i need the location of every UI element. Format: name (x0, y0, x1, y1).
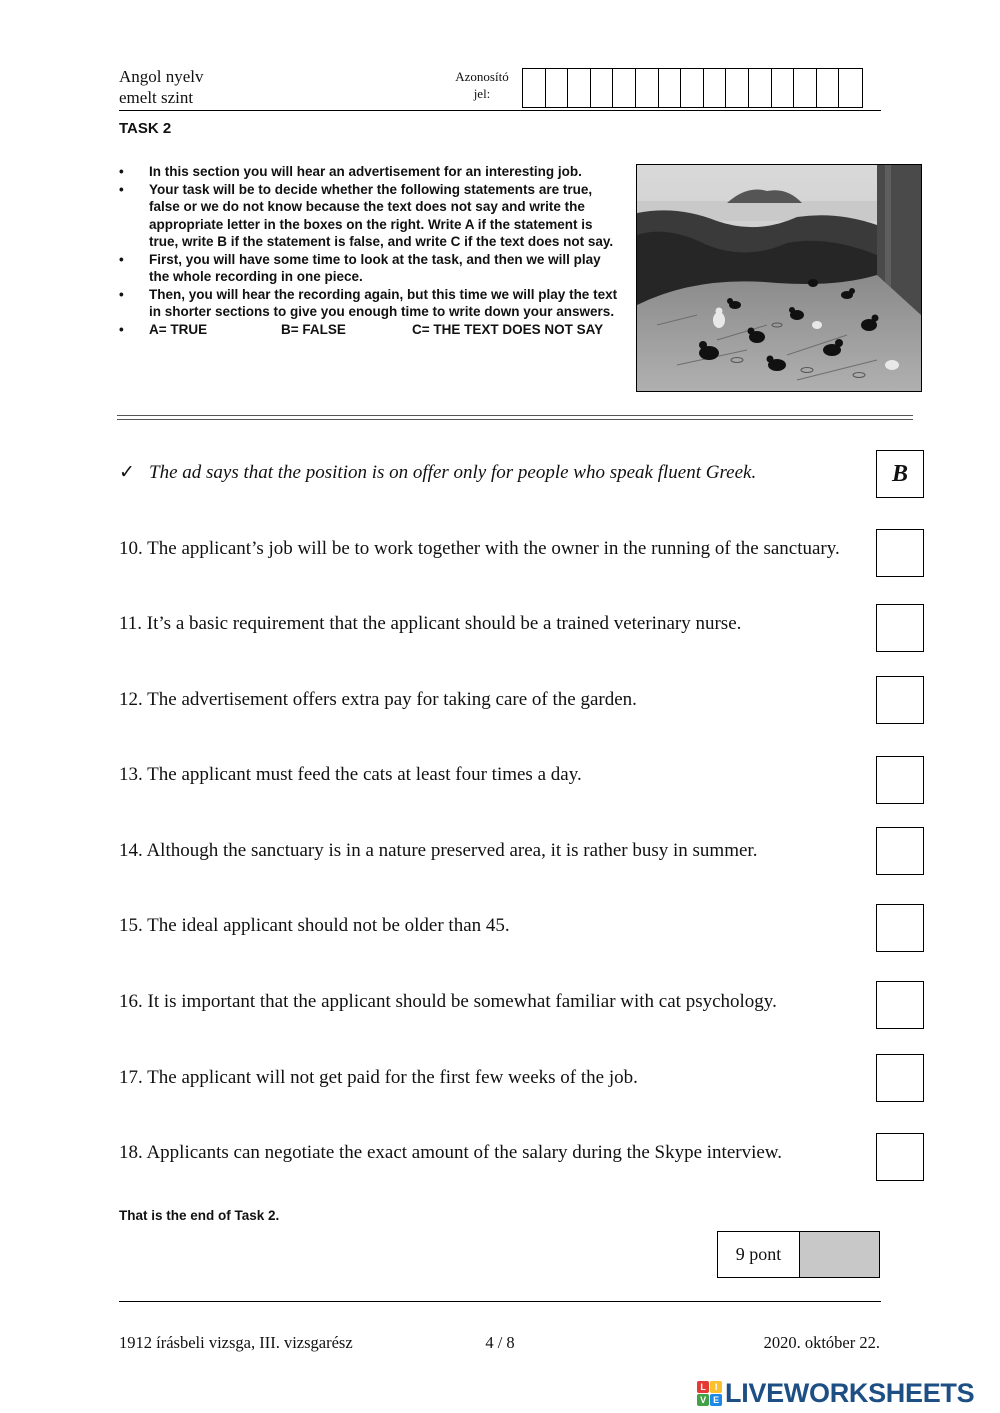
id-cell[interactable] (568, 69, 591, 107)
liveworksheets-logo[interactable] (697, 1378, 974, 1409)
footer-exam-info: 1912 írásbeli vizsga, III. vizsgarész (119, 1333, 353, 1352)
points-box (717, 1231, 880, 1278)
brand-name: LIVEWORKSHEETS (725, 1378, 975, 1408)
answer-box-13[interactable] (876, 756, 924, 804)
statement-15: 15. The ideal applicant should not be older than 45. (119, 915, 510, 936)
statement-16: 16. It is important that the applicant should be somewhat familiar with cat psychology. (119, 991, 777, 1012)
id-cell[interactable] (659, 69, 682, 107)
id-cell[interactable] (613, 69, 636, 107)
instruction-item: • Then, you will hear the recording again, but this time we will play the text in shorter sections to give you enough time to write down your answers. (119, 286, 619, 321)
id-cell[interactable] (636, 69, 659, 107)
instruction-item: • In this section you will hear an advertisement for an interesting job. (119, 163, 619, 181)
answer-box-10[interactable] (876, 529, 924, 577)
id-cell[interactable] (794, 69, 817, 107)
statement-10: 10. The applicant’s job will be to work together with the owner in the running of the sanctuary. (119, 538, 840, 559)
answer-box-12[interactable] (876, 676, 924, 724)
id-cell[interactable] (523, 69, 546, 107)
subject-name: Angol nyelv (119, 67, 204, 86)
statement-12: 12. The advertisement offers extra pay for taking care of the garden. (119, 689, 637, 710)
example-answer-box: B (876, 450, 924, 498)
header-subject-block (119, 66, 204, 108)
id-label-line-1: Azonosító (455, 69, 509, 84)
liveworksheets-mark-icon (697, 1381, 722, 1406)
cat-sanctuary-photo (636, 164, 922, 392)
id-cell[interactable] (839, 69, 862, 107)
id-label (440, 68, 524, 102)
instruction-item: • Your task will be to decide whether the following statements are true, false or we do not know because the text does not say and write the appropriate letter in the boxes on the right. Write A if the statement is true, write B if the statement is false, and write C if the text does not say. (119, 181, 619, 251)
instructions-list (119, 163, 619, 338)
statement-14: 14. Although the sanctuary is in a nature preserved area, it is rather busy in summer. (119, 840, 758, 861)
brand-mark-letter: E (710, 1394, 722, 1406)
statement-18: 18. Applicants can negotiate the exact amount of the salary during the Skype interview. (119, 1142, 783, 1163)
example-statement-text: The ad says that the position is on offer only for people who speak fluent Greek. (149, 462, 757, 483)
points-label: 9 pont (718, 1232, 800, 1277)
legend-true: • A= TRUE (149, 321, 208, 337)
instruction-item: • First, you will have some time to look at the task, and then we will play the whole recording in one piece. (119, 251, 619, 286)
legend-false: B= FALSE (281, 321, 346, 337)
answer-legend (119, 321, 619, 339)
statement-13: 13. The applicant must feed the cats at least four times a day. (119, 764, 582, 785)
points-score-cell (800, 1232, 879, 1277)
answer-box-18[interactable] (876, 1133, 924, 1181)
id-label-line-2: jel: (473, 86, 491, 101)
answer-box-17[interactable] (876, 1054, 924, 1102)
id-cell[interactable] (817, 69, 840, 107)
answer-box-11[interactable] (876, 604, 924, 652)
section-double-divider (117, 415, 913, 420)
id-cell[interactable] (681, 69, 704, 107)
id-cell[interactable] (591, 69, 614, 107)
id-cell[interactable] (704, 69, 727, 107)
statement-11: 11. It’s a basic requirement that the applicant should be a trained veterinary nurse. (119, 613, 742, 634)
statement-17: 17. The applicant will not get paid for the first few weeks of the job. (119, 1067, 638, 1088)
task-title: TASK 2 (119, 120, 172, 137)
id-cell[interactable] (749, 69, 772, 107)
id-code-grid[interactable] (522, 68, 863, 108)
id-cell[interactable] (546, 69, 569, 107)
legend-not-say: C= THE TEXT DOES NOT SAY (412, 321, 604, 337)
header-divider (119, 110, 881, 111)
answer-box-14[interactable] (876, 827, 924, 875)
answer-box-16[interactable] (876, 981, 924, 1029)
brand-mark-letter: I (710, 1381, 722, 1393)
footer-page-number: 4 / 8 (485, 1333, 515, 1352)
answer-box-15[interactable] (876, 904, 924, 952)
id-cell[interactable] (772, 69, 795, 107)
end-of-task-note: That is the end of Task 2. (119, 1208, 280, 1223)
example-statement (119, 462, 756, 484)
subject-level: emelt szint (119, 88, 194, 107)
brand-mark-letter: V (697, 1394, 709, 1406)
checkmark-icon: ✓ (119, 462, 135, 483)
id-cell[interactable] (726, 69, 749, 107)
brand-mark-letter: L (697, 1381, 709, 1393)
footer-date: 2020. október 22. (763, 1333, 880, 1352)
footer-divider (119, 1301, 881, 1302)
